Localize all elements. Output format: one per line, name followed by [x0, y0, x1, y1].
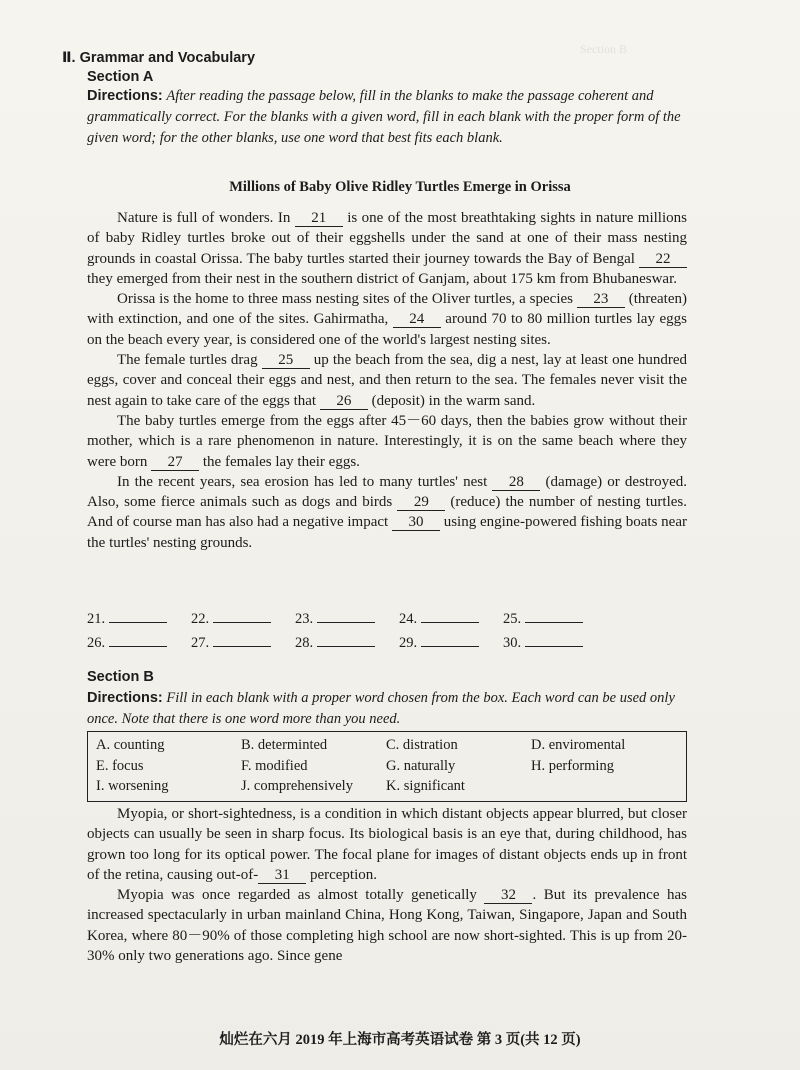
word-option-k: K. significant	[386, 778, 465, 794]
blank-21[interactable]: 21	[295, 211, 343, 227]
answer-row-2	[87, 633, 687, 652]
blank-24[interactable]: 24	[393, 312, 441, 328]
passage-title: Millions of Baby Olive Ridley Turtles Emerge in Orissa	[229, 179, 571, 195]
blank-32[interactable]: 32	[484, 888, 532, 904]
word-option-h: H. performing	[531, 757, 614, 774]
paragraph-4: The baby turtles emerge from the eggs after 45－60 days, then the babies grow without their mother, which is a rare phenomenon in nature. Interestingly, it is on the same beach where they were born 27 the females lay their eggs.	[87, 412, 687, 470]
answer-cell[interactable]: 29.	[399, 633, 503, 652]
word-option-g: G. naturally	[386, 757, 456, 774]
answer-grid	[87, 609, 687, 652]
answer-row-1	[87, 609, 687, 628]
paragraph-b1: Myopia, or short-sightedness, is a condition in which distant objects appear blurred, but closer objects can usually be seen in sharp focus. Its biological basis is an eye that, during childhood, has grown too long for its optical power. The focal plane for images of distant objects ends up in front of the retina, causing out-of- 31 perception.	[87, 806, 687, 883]
paragraph-1: Nature is full of wonders. In 21 is one of the most breathtaking sights in nature millions of baby Ridley turtles broke out of their eggshells under the sand at one of their mass nesting grounds in coastal Orissa. The baby turtles started their journey towards the Bay of Bengal 22 they emerged from their nest in the southern district of Ganjam, about 175 km from Bhubaneswar.	[87, 210, 687, 287]
section-a-title: Section A	[87, 69, 154, 85]
answer-cell[interactable]: 22.	[191, 609, 295, 628]
word-option-a: A. counting	[96, 737, 165, 753]
paragraph-2: Orissa is the home to three mass nesting sites of the Oliver turtles, a species 23 (threaten) with extinction, and one of the sites. Gahirmatha, 24 around 70 to 80 million turtles lay eggs on the beach every year, is considered one of the world's largest nesting sites.	[87, 291, 687, 348]
word-box-row	[96, 735, 686, 756]
directions-label: Directions:	[87, 88, 163, 104]
show-through-text: Section B	[580, 42, 627, 56]
blank-30[interactable]: 30	[392, 515, 440, 531]
answer-cell[interactable]: 28.	[295, 633, 399, 652]
blank-27[interactable]: 27	[151, 455, 199, 471]
word-option-e: E. focus	[96, 757, 144, 774]
directions-text: Fill in each blank with a proper word chosen from the box. Each word can be used only once. Note that there is one word more than you need.	[87, 690, 675, 727]
blank-23[interactable]: 23	[577, 292, 625, 308]
blank-28[interactable]: 28	[492, 475, 540, 491]
section-b-title: Section B	[87, 669, 154, 685]
blank-25[interactable]: 25	[262, 353, 310, 369]
section-a-passage	[87, 208, 687, 553]
word-option-c: C. distration	[386, 737, 458, 753]
section-b-passage	[87, 804, 687, 966]
answer-cell[interactable]: 23.	[295, 609, 399, 628]
paragraph-3: The female turtles drag 25 up the beach from the sea, dig a nest, lay at least one hundred eggs, cover and conceal their eggs and nest, and then return to the sea. The females never visit the nest again to take care of the eggs that 26 (deposit) in the warm sand.	[87, 352, 687, 409]
answer-cell[interactable]: 24.	[399, 609, 503, 628]
directions-text: After reading the passage below, fill in the blanks to make the passage coherent and grammatically correct. For the blanks with a given word, fill in each blank with the proper form of the given word; for the other blanks, use one word that best fits each blank.	[87, 88, 681, 146]
word-box-row	[96, 756, 686, 777]
paragraph-5: In the recent years, sea erosion has led to many turtles' nest 28 (damage) or destroyed. Also, some fierce animals such as dogs and birds 29 (reduce) the number of nesting turtles. And of course man has also had a negative impact 30 using engine-powered fishing boats near the turtles' nesting grounds.	[87, 473, 688, 551]
answer-cell[interactable]: 27.	[191, 633, 295, 652]
word-box-row	[96, 776, 686, 797]
section-header: Ⅱ. Grammar and Vocabulary	[62, 50, 256, 66]
word-option-empty	[531, 776, 676, 797]
word-option-b: B. determinted	[241, 737, 328, 753]
word-option-i: I. worsening	[96, 778, 169, 794]
section-a-directions	[87, 86, 692, 149]
answer-cell[interactable]: 25.	[503, 609, 607, 628]
answer-cell[interactable]: 21.	[87, 609, 191, 628]
blank-26[interactable]: 26	[320, 394, 368, 410]
blank-29[interactable]: 29	[397, 495, 445, 511]
paragraph-b2: Myopia was once regarded as almost totally genetically 32 . But its prevalence has increased spectacularly in urban mainland China, Hong Kong, Taiwan, Singapore, Japan and South Korea, where 80－90% of those completing high school are now short-sighted. This is up from 20-30% only two generations ago. Since gene	[87, 887, 687, 965]
answer-cell[interactable]: 30.	[503, 633, 607, 652]
page-footer: 灿烂在六月 2019 年上海市高考英语试卷 第 3 页(共 12 页)	[219, 1032, 581, 1048]
word-option-j: J. comprehensively	[241, 778, 353, 794]
word-option-f: F. modified	[241, 757, 308, 774]
blank-31[interactable]: 31	[258, 868, 306, 884]
section-b-directions	[87, 688, 692, 730]
blank-22[interactable]: 22	[639, 252, 687, 268]
directions-label: Directions:	[87, 690, 163, 706]
word-option-d: D. enviromental	[531, 737, 626, 753]
answer-cell[interactable]: 26.	[87, 633, 191, 652]
word-box	[87, 731, 687, 802]
